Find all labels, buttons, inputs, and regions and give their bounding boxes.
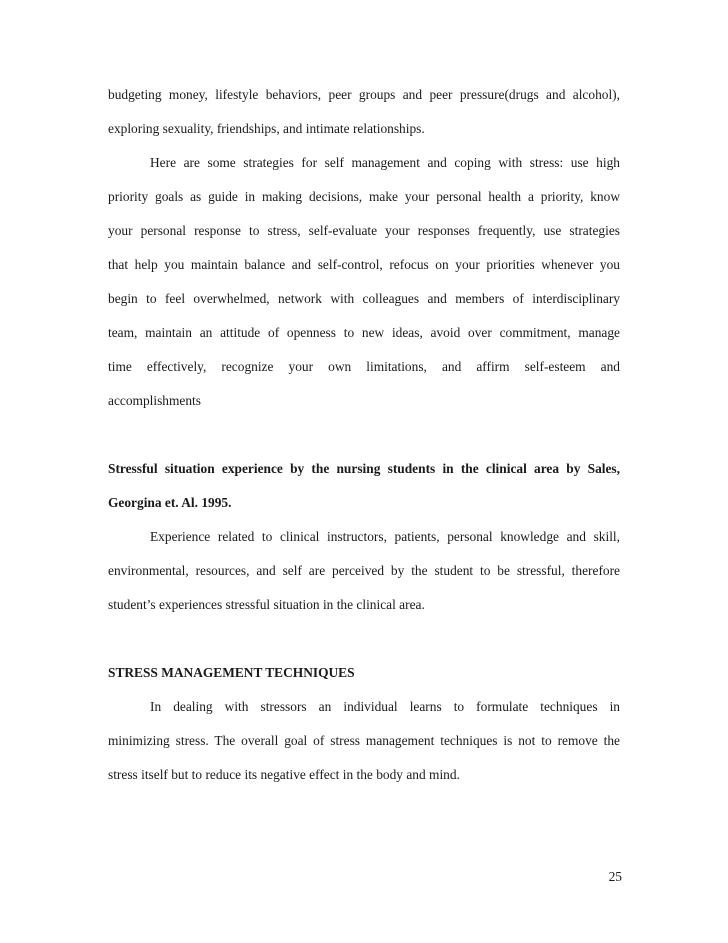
paragraph-2-line-2: priority goals as guide in making decisions, make your personal health a priority, know <box>108 189 620 204</box>
paragraph-2-line-8: accomplishments <box>108 393 201 408</box>
paragraph-4-line-3: stress itself but to reduce its negative effect in the body and mind. <box>108 767 460 782</box>
paragraph-3-line-3: student’s experiences stressful situation in the clinical area. <box>108 597 425 612</box>
paragraph-1-line-1: budgeting money, lifestyle behaviors, peer groups and peer pressure(drugs and alcohol), <box>108 87 620 102</box>
paragraph-1-line-2: exploring sexuality, friendships, and intimate relationships. <box>108 121 425 136</box>
paragraph-4-line-2: minimizing stress. The overall goal of stress management techniques is not to remove the <box>108 733 620 748</box>
paragraph-3-line-2: environmental, resources, and self are perceived by the student to be stressful, therefore <box>108 563 620 578</box>
paragraph-3-line-1: Experience related to clinical instructors, patients, personal knowledge and skill, <box>150 529 620 544</box>
paragraph-2-line-1: Here are some strategies for self management and coping with stress: use high <box>150 155 620 170</box>
paragraph-2-line-4: that help you maintain balance and self-control, refocus on your priorities whenever you <box>108 257 620 272</box>
paragraph-2-line-5: begin to feel overwhelmed, network with colleagues and members of interdisciplinary <box>108 291 620 306</box>
section-heading-line-1: Stressful situation experience by the nursing students in the clinical area by Sales, <box>108 461 620 476</box>
paragraph-2-line-7: time effectively, recognize your own limitations, and affirm self-esteem and <box>108 359 620 374</box>
paragraph-2-line-6: team, maintain an attitude of openness to new ideas, avoid over commitment, manage <box>108 325 620 340</box>
paragraph-4-line-1: In dealing with stressors an individual learns to formulate techniques in <box>150 699 620 714</box>
page-number: 25 <box>608 869 622 884</box>
section-heading-line-2: Georgina et. Al. 1995. <box>108 495 232 510</box>
section-heading-stress-management: STRESS MANAGEMENT TECHNIQUES <box>108 665 355 680</box>
paragraph-2-line-3: your personal response to stress, self-evaluate your responses frequently, use strategies <box>108 223 620 238</box>
